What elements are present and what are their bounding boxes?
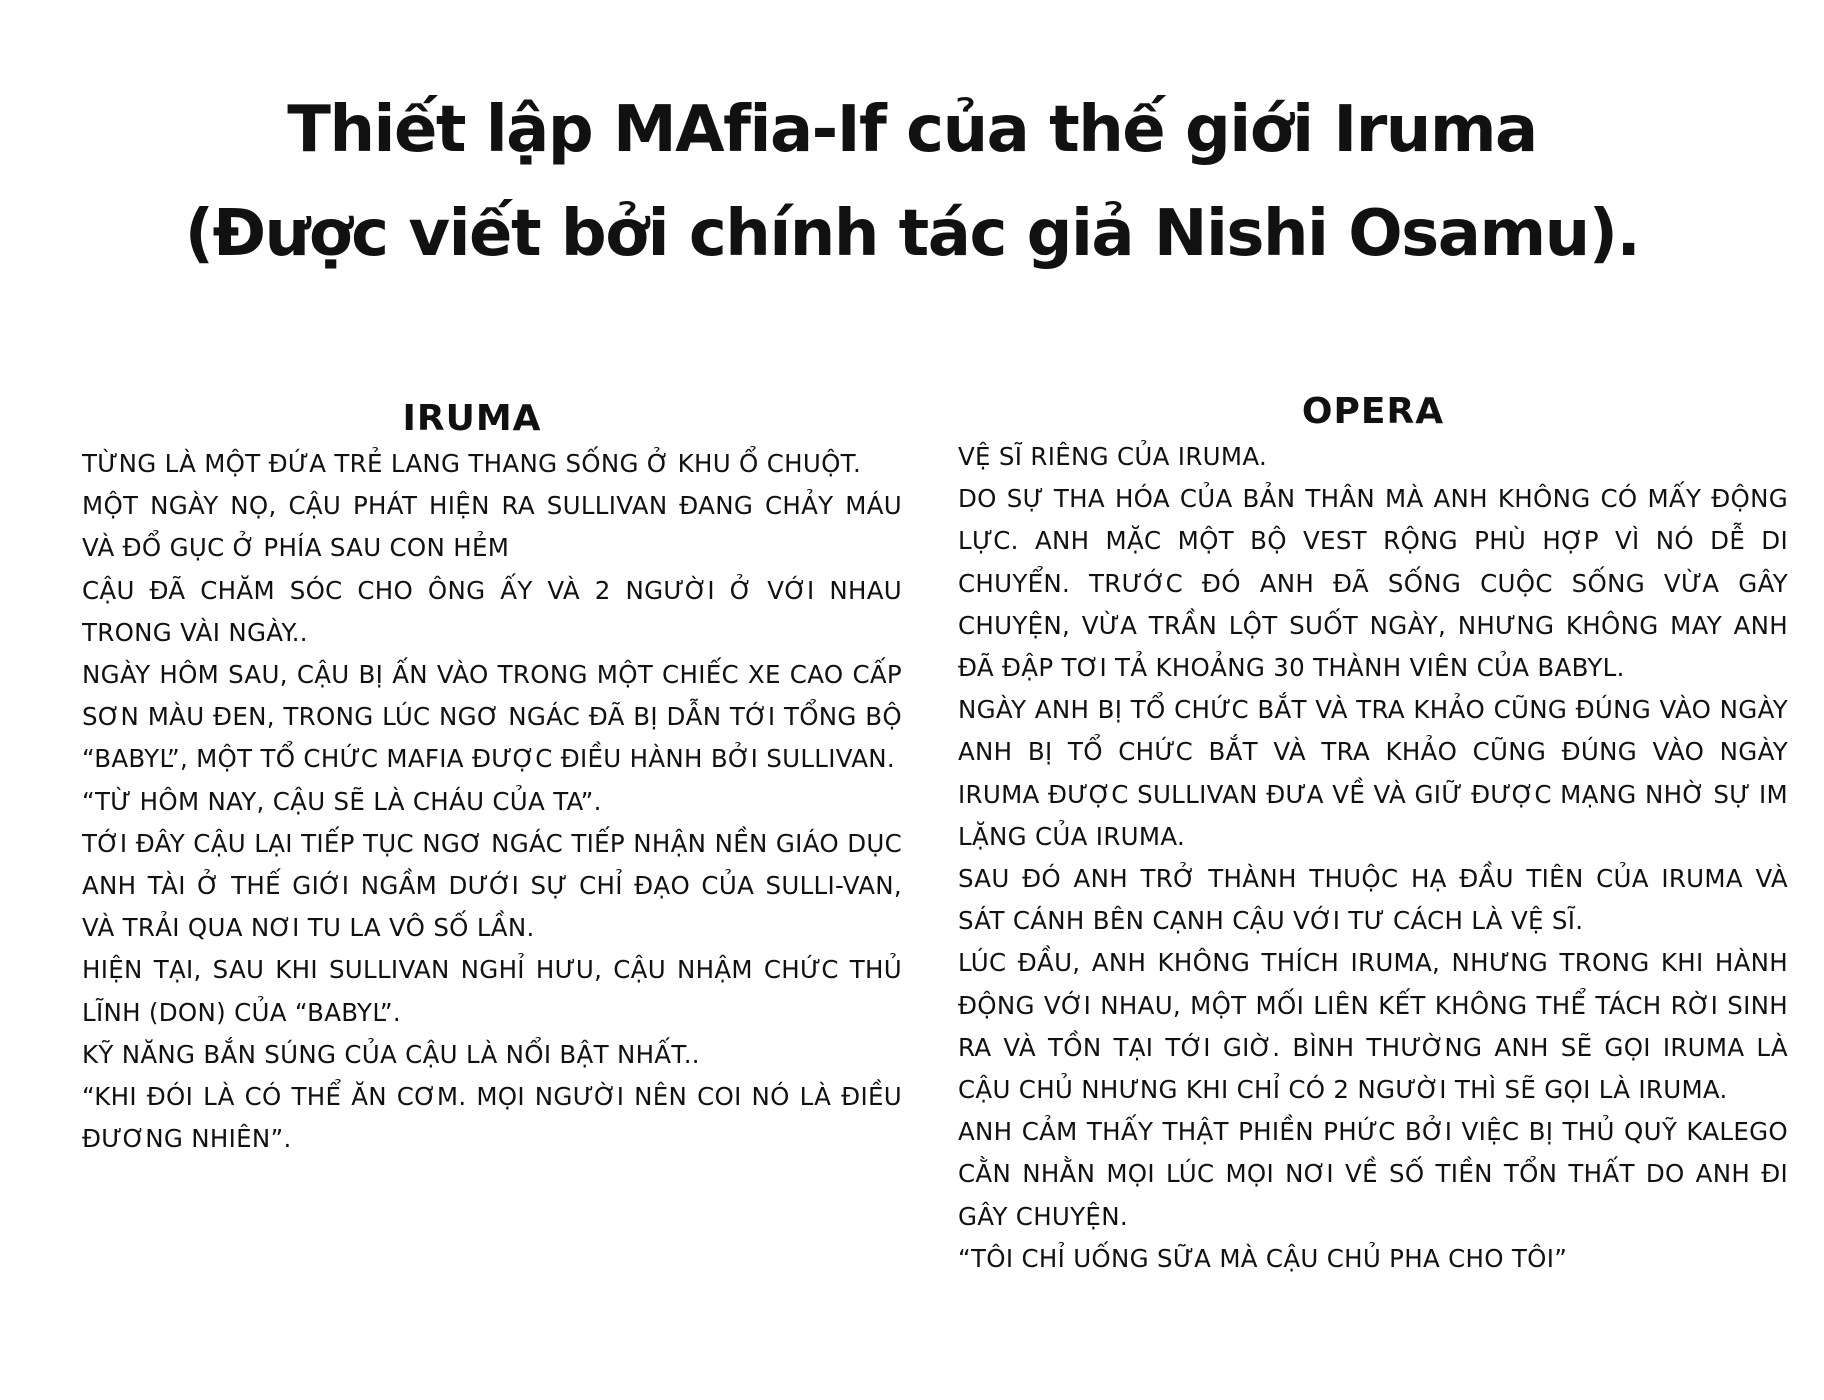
iruma-paragraph: KỸ NĂNG BẮN SÚNG CỦA CẬU LÀ NỔI BẬT NHẤT.. — [82, 1039, 700, 1069]
title-line-1: Thiết lập MAfia-If của thế giới Iruma — [287, 93, 1537, 167]
page-title — [0, 78, 1824, 286]
opera-paragraph: DO SỰ THA HÓA CỦA BẢN THÂN MÀ ANH KHÔNG CÓ MẤY ĐỘNG LỰC. ANH MẶC MỘT BỘ VEST RỘNG PHÙ HỢP VÌ NÓ DỄ DI CHUYỂN. TRƯỚC ĐÓ ANH ĐÃ SỐNG CUỘC SỐNG VỪA GÂY CHUYỆN, VỪA TRẦN LỘT SUỐT NGÀY, NHƯNG KHÔNG MAY ANH ĐÃ ĐẬP TƠI TẢ KHOẢNG 30 THÀNH VIÊN CỦA BABYL. — [958, 484, 1788, 683]
iruma-paragraph: TỚI ĐÂY CẬU LẠI TIẾP TỤC NGƠ NGÁC TIẾP NHẬN NỀN GIÁO DỤC ANH TÀI Ở THẾ GIỚI NGẦM DƯỚI SỰ CHỈ ĐẠO CỦA SULLI-VAN, VÀ TRẢI QUA NƠI TU LA VÔ SỐ LẦN. — [82, 828, 902, 943]
opera-text — [958, 436, 1788, 1280]
opera-paragraph: VỆ SĨ RIÊNG CỦA IRUMA. — [958, 442, 1268, 471]
iruma-paragraph: “TỪ HÔM NAY, CẬU SẼ LÀ CHÁU CỦA TA”. — [82, 786, 602, 816]
opera-paragraph: LÚC ĐẦU, ANH KHÔNG THÍCH IRUMA, NHƯNG TRONG KHI HÀNH ĐỘNG VỚI NHAU, MỘT MỐI LIÊN KẾT KHÔNG THỂ TÁCH RỜI SINH RA VÀ TỒN TẠI TỚI GIỜ. BÌNH THƯỜNG ANH SẼ GỌI IRUMA LÀ CẬU CHỦ NHƯNG KHI CHỈ CÓ 2 NGƯỜI THÌ SẼ GỌI LÀ IRUMA. — [958, 948, 1788, 1105]
iruma-heading: IRUMA — [402, 398, 542, 439]
iruma-paragraph: NGÀY HÔM SAU, CẬU BỊ ẤN VÀO TRONG MỘT CHIẾC XE CAO CẤP SƠN MÀU ĐEN, TRONG LÚC NGƠ NGÁC ĐÃ BỊ DẪN TỚI TỔNG BỘ “BABYL”, MỘT TỔ CHỨC MAFIA ĐƯỢC ĐIỀU HÀNH BỞI SULLIVAN. — [82, 660, 902, 774]
iruma-paragraph: “KHI ĐÓI LÀ CÓ THỂ ĂN CƠM. MỌI NGƯỜI NÊN COI NÓ LÀ ĐIỀU ĐƯƠNG NHIÊN”. — [82, 1082, 902, 1154]
opera-paragraph: SAU ĐÓ ANH TRỞ THÀNH THUỘC HẠ ĐẦU TIÊN CỦA IRUMA VÀ SÁT CÁNH BÊN CẠNH CẬU VỚI TƯ CÁCH LÀ VỆ SĨ. — [958, 864, 1788, 936]
opera-paragraph: “TÔI CHỈ UỐNG SỮA MÀ CẬU CHỦ PHA CHO TÔI” — [958, 1243, 1568, 1273]
iruma-column — [82, 395, 902, 1160]
opera-paragraph: ANH CẢM THẤY THẬT PHIỀN PHỨC BỞI VIỆC BỊ THỦ QUỸ KALEGO CẰN NHẰN MỌI LÚC MỌI NƠI VỀ SỐ TIỀN TỔN THẤT DO ANH ĐI GÂY CHUYỆN. — [958, 1117, 1788, 1231]
iruma-paragraph: MỘT NGÀY NỌ, CẬU PHÁT HIỆN RA SULLIVAN ĐANG CHẢY MÁU VÀ ĐỔ GỤC Ở PHÍA SAU CON HẺM — [82, 491, 902, 563]
opera-column — [958, 388, 1788, 1280]
opera-heading: OPERA — [1301, 391, 1445, 432]
iruma-paragraph: TỪNG LÀ MỘT ĐỨA TRẺ LANG THANG SỐNG Ở KHU Ổ CHUỘT. — [82, 449, 862, 478]
iruma-text — [82, 443, 902, 1160]
iruma-paragraph: CẬU ĐÃ CHĂM SÓC CHO ÔNG ẤY VÀ 2 NGƯỜI Ở VỚI NHAU TRONG VÀI NGÀY.. — [82, 575, 902, 647]
iruma-paragraph: HIỆN TẠI, SAU KHI SULLIVAN NGHỈ HƯU, CẬU NHẬM CHỨC THỦ LĨNH (DON) CỦA “BABYL”. — [82, 955, 902, 1027]
opera-paragraph: NGÀY ANH BỊ TỔ CHỨC BẮT VÀ TRA KHẢO CŨNG ĐÚNG VÀO NGÀY ANH BỊ TỔ CHỨC BẮT VÀ TRA KHẢO CŨNG ĐÚNG VÀO NGÀY IRUMA ĐƯỢC SULLIVAN ĐƯA VỀ VÀ GIỮ ĐƯỢC MẠNG NHỜ SỰ IM LẶNG CỦA IRUMA. — [958, 695, 1788, 851]
title-line-2: (Được viết bởi chính tác giả Nishi Osamu). — [184, 197, 1640, 271]
